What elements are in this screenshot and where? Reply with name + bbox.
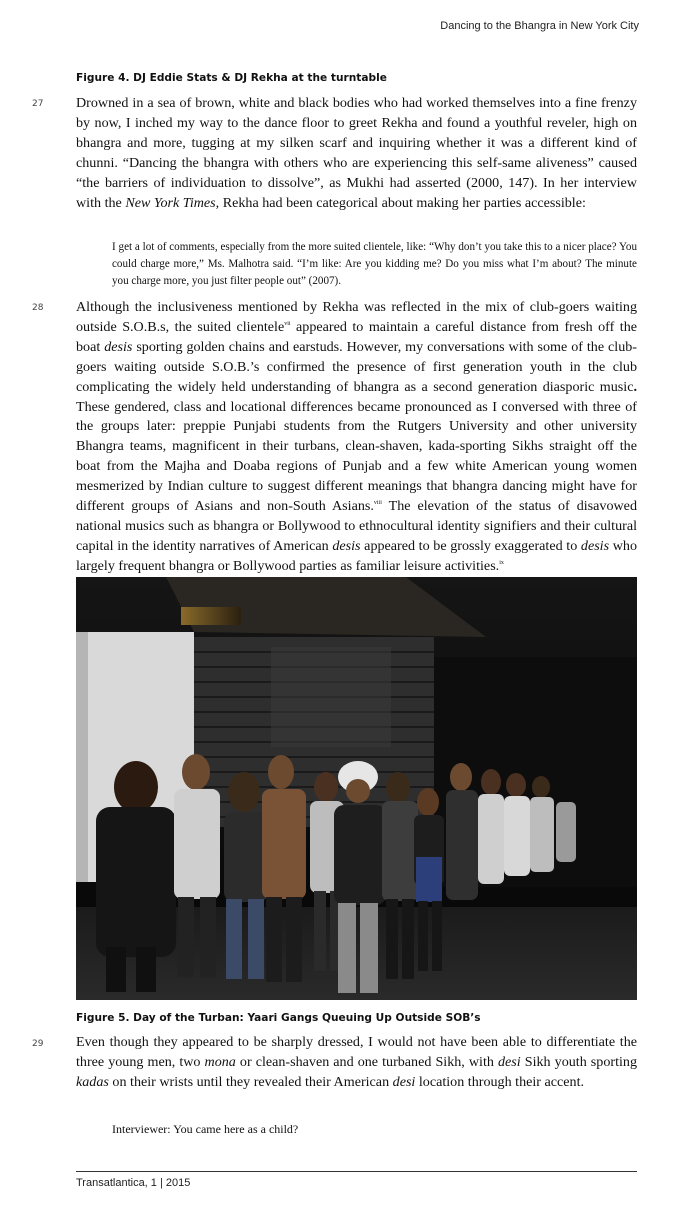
footer-divider	[76, 1171, 637, 1172]
paragraph-27: Drowned in a sea of brown, white and black bodies who had worked themselves into a fine frenzy by now, I inched my way to the dance floor to greet Rekha and found a youthful reveler, high on bhangra and more, tugging at my silken scarf and inquiring whether it was a different kind of chunni. “Dancing the bhangra with others who are experiencing this self-same aliveness” caused “the barriers of individuation to dissolve”, as Mukhi had asserted (2000, 147). In her interview with the New York Times, Rekha had been categorical about making her parties accessible:	[76, 95, 637, 211]
paragraph-28: Although the inclusiveness mentioned by Rekha was reflected in the mix of club-goers waiting outside S.O.B.s, the suited clientele$^{vii}$ appeared to maintain a careful distance from fresh off the boat desis sporting golden chains and earstuds. However, my conversations with some of the club-goers waiting outside S.O.B.’s confirmed the presence of first generation youth in the club complicating the widely held understanding of bhangra as a second generation diasporic music. These gendered, class and locational differences became pronounced as I conversed with three of the groups later: preppie Punjabi students from the Rutgers University and other university Bhangra teams, magnificent in their turbans, clean-shaven, kada-sporting Sikhs straight off the boat from the Majha and Doaba regions of Punjab and a few white American young women mesmerized by Indian culture to suggest different meanings that bhangra dancing might have for different groups of Asians and non-South Asians.$^{viii}$ The elevation of the status of disavowed national musics such as bhangra or Bollywood to ethnocultural identity signifiers and their cultural capital in the identity narratives of American desis appeared to be grossly exaggerated to desis who largely frequent bhangra or Bollywood parties as familiar leisure activities.$^{ix}$	[76, 299, 637, 574]
figure-5-caption: Figure 5. Day of the Turban: Yaari Gangs Queuing Up Outside SOB’s	[76, 1012, 481, 1024]
endnote-marker: viii	[373, 500, 382, 507]
queue-photo-illustration	[76, 577, 637, 1000]
endnote-marker: vii	[284, 320, 291, 327]
endnote-marker: ix	[499, 559, 504, 566]
queue-photo	[76, 577, 637, 1000]
paragraph-number: 29	[32, 1039, 44, 1049]
paragraph-number: 28	[32, 303, 44, 313]
paragraph-number: 27	[32, 99, 44, 109]
block-quote: I get a lot of comments, especially from the more suited clientele, like: “Why don’t you take this to a nicer place? You could charge more,” Ms. Malhotra said. “I’m like: Are you kidding me? Do you miss what I’m about? The minute you charge more, you just filter people out” (2007).	[112, 241, 637, 287]
footer-citation: Transatlantica, 1 | 2015	[76, 1177, 191, 1189]
interview-line: Interviewer: You came here as a child?	[112, 1122, 299, 1136]
running-title: Dancing to the Bhangra in New York City	[440, 20, 639, 32]
figure-4-caption: Figure 4. DJ Eddie Stats & DJ Rekha at the turntable	[76, 72, 387, 84]
paragraph-29: Even though they appeared to be sharply dressed, I would not have been able to differentiate the three young men, two mona or clean-shaven and one turbaned Sikh, with desi Sikh youth sporting kadas on their wrists until they revealed their American desi location through their accent.	[76, 1034, 637, 1090]
